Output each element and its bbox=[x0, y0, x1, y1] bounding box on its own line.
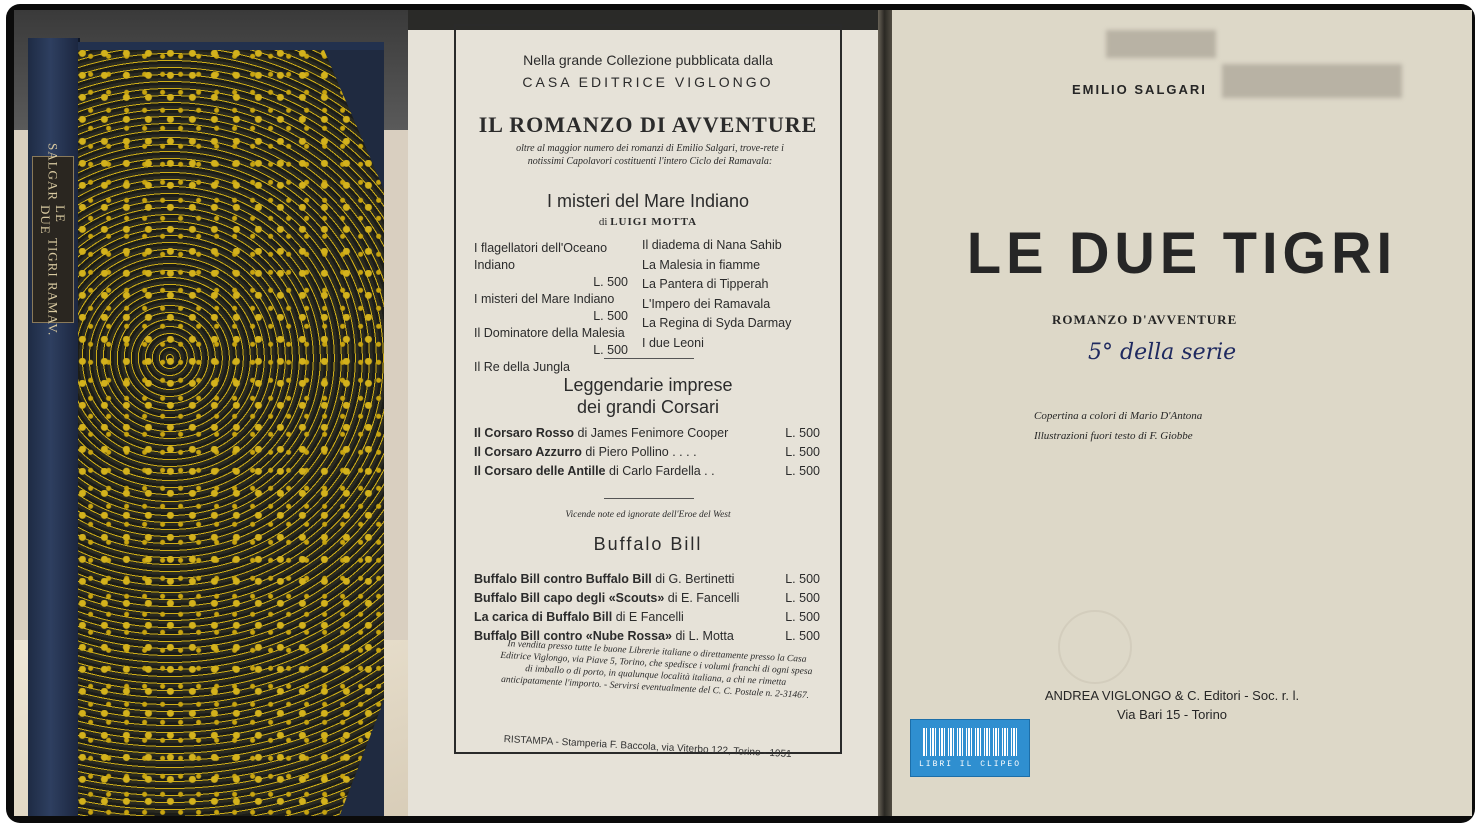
cloth-corner-top bbox=[324, 50, 384, 190]
book-price: L. 500 bbox=[785, 629, 820, 643]
list-item: I due Leoni bbox=[642, 335, 704, 350]
divider bbox=[604, 498, 694, 499]
credits bbox=[1034, 406, 1202, 446]
spine-label-line: RAMAV. bbox=[45, 282, 61, 337]
book-title: La carica di Buffalo Bill bbox=[474, 610, 613, 624]
book-price: L. 500 bbox=[785, 591, 820, 605]
list-item: L'Impero dei Ramavala bbox=[642, 296, 771, 311]
handwritten-note: 5° della serie bbox=[1088, 340, 1237, 365]
book-author: di Carlo Fardella . . bbox=[609, 464, 715, 478]
author-name: LUIGI MOTTA bbox=[610, 216, 698, 228]
book-spine bbox=[28, 38, 80, 816]
section-note: Vicende note ed ignorate dell'Eroe del West bbox=[565, 510, 731, 520]
book-title: Il Corsaro Rosso bbox=[474, 426, 575, 440]
section-title-line: Leggendarie imprese bbox=[563, 375, 733, 395]
watermark-text: LIBRI IL CLIPEO bbox=[918, 760, 1021, 769]
book-author: di G. Bertinetti bbox=[655, 572, 735, 586]
list-item bbox=[474, 570, 820, 589]
section-title: Buffalo Bill bbox=[593, 534, 703, 554]
book-price: L. 500 bbox=[785, 426, 820, 440]
spine-label bbox=[32, 142, 74, 337]
list-item: La Malesia in fiamme bbox=[642, 257, 761, 272]
list-item bbox=[474, 240, 634, 291]
book-list-left bbox=[474, 240, 634, 376]
book-subtitle: ROMANZO D'AVVENTURE bbox=[1052, 312, 1238, 327]
list-item bbox=[474, 608, 820, 627]
section-title: I misteri del Mare Indiano bbox=[546, 191, 750, 211]
author-prefix: di bbox=[598, 216, 608, 228]
book-price: L. 500 bbox=[785, 610, 820, 624]
sale-note: In vendita presso tutte le buone Librerie italiane o direttamente presso la Casa Editrice Viglongo, via Piave 5, Torino, che spedisce i volumi franchi di ogni spesa di imballo o di porto, in qualunque località italiana, a chi ne rimetta anticipatamente l'importo. - Servirsi eventualmente del C. C. Postale n. 2-31467. bbox=[500, 639, 813, 702]
book-price: L. 500 bbox=[593, 275, 628, 289]
book-title: I flagellatori dell'Oceano Indiano bbox=[474, 241, 608, 272]
divider bbox=[604, 358, 694, 359]
list-item bbox=[474, 291, 634, 325]
list-item: La Regina di Syda Darmay bbox=[642, 316, 792, 330]
book-price: L. 500 bbox=[593, 309, 628, 323]
list-item bbox=[474, 443, 820, 462]
section-title-line: dei grandi Corsari bbox=[576, 397, 720, 417]
author-name: EMILIO SALGARI bbox=[1072, 82, 1207, 97]
series-title: IL ROMANZO DI AVVENTURE bbox=[478, 112, 818, 137]
book-spine-photo bbox=[14, 10, 410, 816]
book-title: Buffalo Bill capo degli «Scouts» bbox=[474, 591, 665, 605]
advert-box bbox=[454, 24, 842, 754]
list-item: Il diadema di Nana Sahib bbox=[642, 238, 782, 252]
book-price: L. 500 bbox=[785, 464, 820, 478]
book-title: Il Re della Jungla bbox=[474, 360, 570, 374]
book-author: di E. Fancelli bbox=[667, 591, 740, 605]
list-item bbox=[474, 325, 634, 359]
book-author: di Piero Pollino . . . . bbox=[585, 445, 697, 459]
book-list-right bbox=[642, 236, 832, 353]
spine-label-line: SALGAR bbox=[45, 142, 61, 201]
buffalo-list bbox=[474, 570, 820, 646]
spine-label-line: TIGRI bbox=[45, 238, 61, 279]
publisher-name: CASA EDITRICE VIGLONGO bbox=[522, 74, 774, 90]
spine-label-line: LE DUE bbox=[38, 204, 68, 235]
book-author: di L. Motta bbox=[675, 629, 734, 643]
photo-collage bbox=[6, 4, 1475, 823]
publisher-line: ANDREA VIGLONGO & C. Editori - Soc. r. l. bbox=[1044, 688, 1300, 703]
book-price: L. 500 bbox=[785, 572, 820, 586]
corsari-list bbox=[474, 424, 820, 481]
redacted-area bbox=[1222, 64, 1402, 98]
section-title bbox=[456, 374, 840, 418]
series-note: oltre al maggior numero dei romanzi di Emilio Salgari, trove-rete i notissimi Capolavori costituenti l'intero Ciclo dei Ramavala: bbox=[516, 143, 784, 167]
list-item bbox=[474, 589, 820, 608]
book-author: di E Fancelli bbox=[615, 610, 684, 624]
barcode-icon bbox=[923, 728, 1017, 756]
book-title: I misteri del Mare Indiano bbox=[474, 292, 615, 306]
section-author bbox=[456, 216, 840, 228]
cloth-corner-bottom bbox=[338, 700, 384, 816]
book-title: LE DUE TIGRI bbox=[966, 219, 1398, 286]
bound-book bbox=[28, 38, 388, 816]
watermark-badge bbox=[910, 719, 1030, 777]
redacted-area bbox=[1106, 30, 1216, 58]
list-item: La Pantera di Tipperah bbox=[642, 277, 769, 291]
title-page-photo bbox=[892, 10, 1472, 816]
book-price: L. 500 bbox=[785, 445, 820, 459]
book-price: L. 500 bbox=[593, 343, 628, 357]
marbled-cover bbox=[78, 42, 384, 816]
publisher-address: Via Bari 15 - Torino bbox=[1116, 707, 1228, 722]
imprint-line: RISTAMPA - Stamperia F. Baccola, via Viterbo 122, Torino - 1951 bbox=[503, 734, 792, 761]
advert-page-photo bbox=[408, 10, 886, 816]
book-title: Il Corsaro Azzurro bbox=[474, 445, 582, 459]
book-title: Buffalo Bill contro Buffalo Bill bbox=[474, 572, 652, 586]
publisher-seal bbox=[1058, 610, 1132, 684]
collection-intro: Nella grande Collezione pubblicata dalla bbox=[523, 52, 773, 68]
credit-line: Copertina a colori di Mario D'Antona bbox=[1034, 410, 1203, 422]
book-title: Buffalo Bill contro «Nube Rossa» bbox=[474, 629, 672, 643]
list-item bbox=[474, 462, 820, 481]
book-title: Il Corsaro delle Antille bbox=[474, 464, 606, 478]
list-item bbox=[474, 424, 820, 443]
book-author: di James Fenimore Cooper bbox=[577, 426, 729, 440]
credit-line: Illustrazioni fuori testo di F. Giobbe bbox=[1034, 430, 1193, 442]
book-title: Il Dominatore della Malesia bbox=[474, 326, 625, 340]
